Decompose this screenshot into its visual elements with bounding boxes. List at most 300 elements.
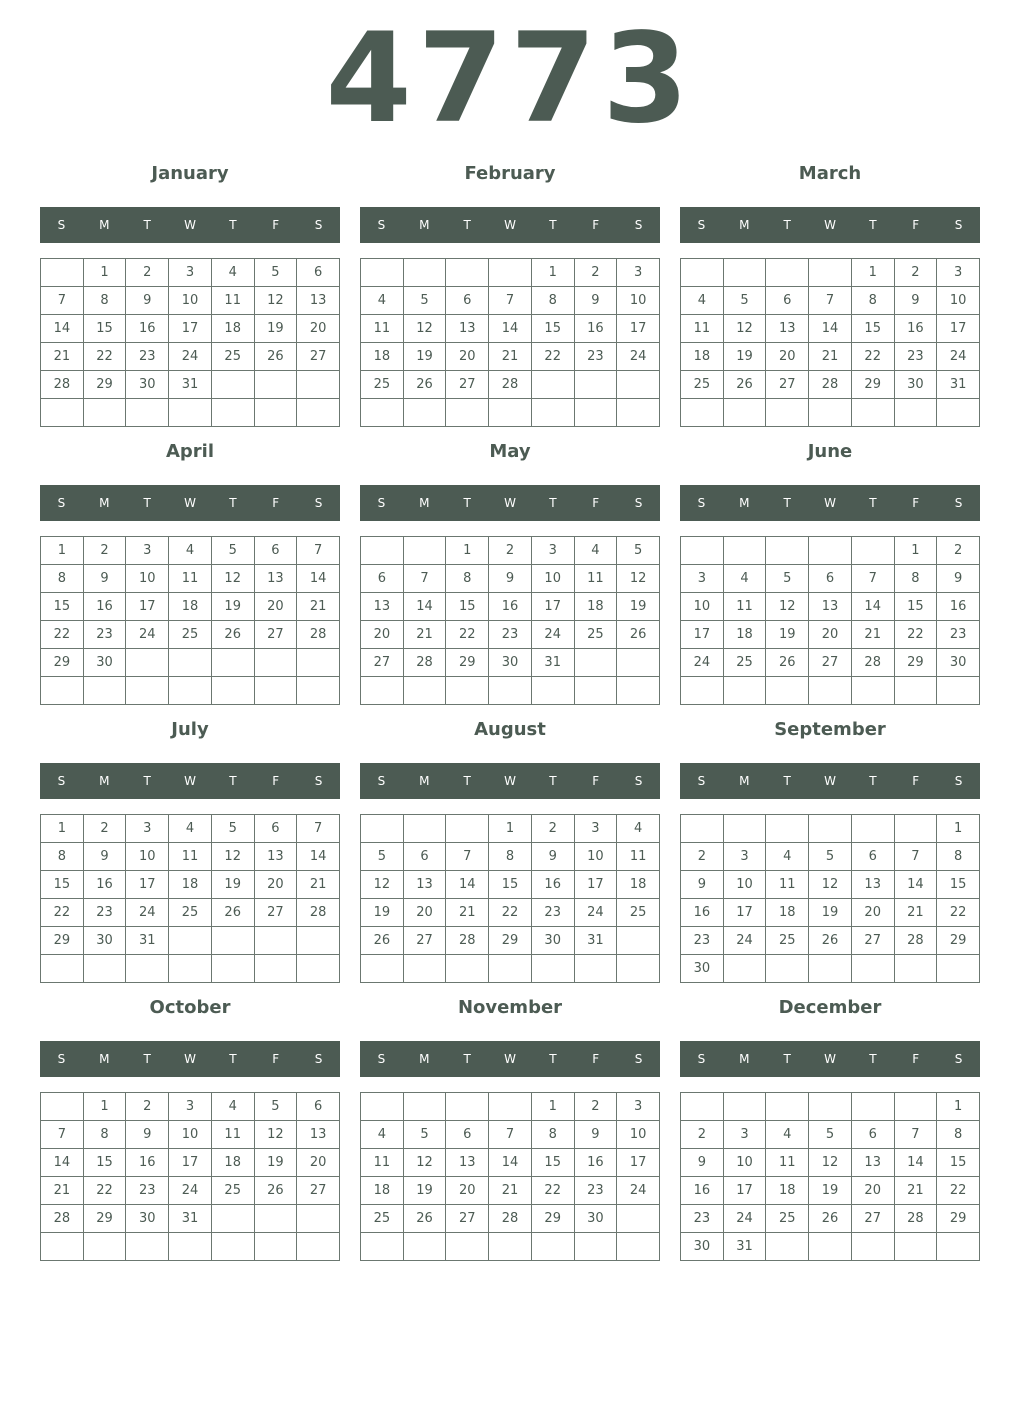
empty-day-cell [532,1233,575,1261]
day-cell: 2 [84,815,127,843]
day-cell: 5 [724,287,767,315]
day-cell: 26 [255,343,298,371]
day-cell: 23 [84,899,127,927]
weekday-label: T [463,774,471,788]
empty-day-cell [361,399,404,427]
empty-day-cell [937,1233,980,1261]
day-cell: 10 [724,871,767,899]
day-cell: 9 [489,565,532,593]
empty-day-cell [766,1233,809,1261]
day-cell: 8 [489,843,532,871]
day-cell: 10 [724,1149,767,1177]
weekday-label: T [143,1052,151,1066]
day-cell: 19 [361,899,404,927]
day-cell: 10 [937,287,980,315]
empty-day-cell [575,371,618,399]
month-january [40,156,340,427]
weekday-label: T [229,218,237,232]
day-cell: 30 [126,1205,169,1233]
weekday-label: S [697,496,706,510]
day-cell: 20 [361,621,404,649]
day-cell: 13 [446,315,489,343]
empty-day-cell [617,649,660,677]
weekday-label: T [143,774,151,788]
empty-day-cell [489,399,532,427]
weekday-header [40,485,340,521]
day-cell: 14 [809,315,852,343]
day-cell: 26 [212,621,255,649]
day-cell: 19 [255,1149,298,1177]
empty-day-cell [724,259,767,287]
day-cell: 7 [489,1121,532,1149]
weekday-label: T [463,1052,471,1066]
day-cell: 17 [169,1149,212,1177]
day-cell: 23 [681,1205,724,1233]
empty-day-cell [297,1205,340,1233]
day-cell: 26 [766,649,809,677]
day-cell: 11 [617,843,660,871]
day-cell: 5 [255,1093,298,1121]
day-grid [680,258,980,427]
day-cell: 21 [404,621,447,649]
day-cell: 5 [809,1121,852,1149]
weekday-header [680,763,980,799]
empty-day-cell [84,399,127,427]
weekday-label: M [99,774,110,788]
day-cell: 3 [681,565,724,593]
day-cell: 14 [41,315,84,343]
empty-day-cell [297,649,340,677]
day-grid [40,814,340,983]
day-cell: 8 [41,843,84,871]
weekday-label: W [504,1052,516,1066]
day-cell: 4 [212,1093,255,1121]
empty-day-cell [532,677,575,705]
weekday-label: S [377,1052,386,1066]
empty-day-cell [766,259,809,287]
day-cell: 20 [446,1177,489,1205]
day-cell: 10 [126,565,169,593]
day-cell: 18 [212,315,255,343]
day-cell: 3 [126,815,169,843]
weekday-label: T [549,218,557,232]
empty-day-cell [297,371,340,399]
day-cell: 24 [169,1177,212,1205]
weekday-label: T [549,774,557,788]
day-cell: 28 [41,1205,84,1233]
empty-day-cell [766,537,809,565]
day-cell: 4 [766,1121,809,1149]
empty-day-cell [575,1233,618,1261]
empty-day-cell [766,955,809,983]
day-cell: 21 [489,343,532,371]
day-cell: 14 [446,871,489,899]
month-title: June [807,441,853,462]
day-cell: 11 [766,871,809,899]
weekday-label: M [99,218,110,232]
weekday-label: M [739,218,750,232]
day-cell: 15 [84,1149,127,1177]
day-cell: 18 [361,1177,404,1205]
day-cell: 24 [126,621,169,649]
weekday-header [40,207,340,243]
day-cell: 29 [489,927,532,955]
day-cell: 7 [41,287,84,315]
day-cell: 20 [297,315,340,343]
day-cell: 8 [446,565,489,593]
empty-day-cell [446,259,489,287]
empty-day-cell [766,399,809,427]
empty-day-cell [361,537,404,565]
weekday-label: T [143,496,151,510]
day-cell: 1 [532,1093,575,1121]
weekday-label: F [592,774,600,788]
day-cell: 31 [169,371,212,399]
day-cell: 1 [852,259,895,287]
day-cell: 25 [169,899,212,927]
day-cell: 3 [724,843,767,871]
empty-day-cell [724,677,767,705]
day-cell: 5 [212,537,255,565]
day-cell: 27 [404,927,447,955]
day-cell: 24 [617,1177,660,1205]
day-cell: 25 [681,371,724,399]
day-cell: 24 [681,649,724,677]
day-cell: 12 [404,1149,447,1177]
weekday-label: F [272,1052,280,1066]
month-title: January [151,163,229,184]
empty-day-cell [255,1205,298,1233]
day-cell: 21 [41,1177,84,1205]
day-cell: 17 [575,871,618,899]
weekday-header [360,485,660,521]
day-cell: 1 [41,537,84,565]
empty-day-cell [297,1233,340,1261]
empty-day-cell [895,955,938,983]
day-cell: 15 [532,1149,575,1177]
empty-day-cell [404,815,447,843]
day-cell: 9 [84,843,127,871]
empty-day-cell [404,259,447,287]
day-cell: 1 [84,259,127,287]
day-cell: 21 [895,1177,938,1205]
day-cell: 22 [852,343,895,371]
day-cell: 10 [681,593,724,621]
day-cell: 8 [937,843,980,871]
day-cell: 12 [724,315,767,343]
day-cell: 16 [575,315,618,343]
day-cell: 7 [809,287,852,315]
day-cell: 5 [361,843,404,871]
day-cell: 1 [532,259,575,287]
day-cell: 18 [169,871,212,899]
day-cell: 11 [361,315,404,343]
weekday-label: F [272,774,280,788]
day-cell: 31 [126,927,169,955]
day-cell: 31 [937,371,980,399]
day-cell: 28 [489,371,532,399]
day-cell: 30 [84,649,127,677]
day-cell: 9 [126,1121,169,1149]
day-cell: 2 [681,843,724,871]
month-title: April [165,441,215,462]
month-april [40,434,340,705]
weekday-label: M [739,774,750,788]
day-cell: 3 [937,259,980,287]
day-cell: 14 [895,871,938,899]
day-cell: 6 [404,843,447,871]
day-cell: 2 [575,1093,618,1121]
day-cell: 17 [617,1149,660,1177]
day-cell: 19 [809,899,852,927]
empty-day-cell [404,1093,447,1121]
month-title: May [489,441,531,462]
day-cell: 4 [724,565,767,593]
day-cell: 22 [41,621,84,649]
day-cell: 6 [852,843,895,871]
month-december [680,990,980,1261]
day-cell: 15 [489,871,532,899]
weekday-label: S [314,496,323,510]
empty-day-cell [809,537,852,565]
day-cell: 7 [297,815,340,843]
day-cell: 15 [41,871,84,899]
day-cell: 23 [937,621,980,649]
day-cell: 6 [361,565,404,593]
day-cell: 13 [809,593,852,621]
day-cell: 4 [361,287,404,315]
day-cell: 23 [84,621,127,649]
weekday-label: T [869,1052,877,1066]
month-title: March [798,163,862,184]
day-cell: 14 [297,843,340,871]
weekday-label: S [57,1052,66,1066]
day-cell: 4 [361,1121,404,1149]
day-cell: 16 [895,315,938,343]
weekday-label: T [869,218,877,232]
empty-day-cell [169,677,212,705]
empty-day-cell [212,649,255,677]
day-cell: 27 [446,1205,489,1233]
day-cell: 1 [895,537,938,565]
day-cell: 28 [446,927,489,955]
empty-day-cell [446,677,489,705]
day-cell: 26 [212,899,255,927]
day-cell: 10 [532,565,575,593]
day-cell: 30 [532,927,575,955]
day-cell: 27 [255,899,298,927]
day-cell: 13 [852,871,895,899]
day-cell: 17 [937,315,980,343]
weekday-label: S [954,774,963,788]
empty-day-cell [852,537,895,565]
weekday-label: S [377,218,386,232]
weekday-label: T [783,496,791,510]
day-cell: 23 [126,343,169,371]
day-cell: 6 [297,1093,340,1121]
day-grid [40,536,340,705]
empty-day-cell [126,955,169,983]
day-cell: 31 [169,1205,212,1233]
weekday-label: W [504,218,516,232]
empty-day-cell [809,399,852,427]
empty-day-cell [41,399,84,427]
weekday-label: M [419,774,430,788]
day-cell: 26 [809,1205,852,1233]
empty-day-cell [126,677,169,705]
empty-day-cell [766,1093,809,1121]
day-grid [680,536,980,705]
day-cell: 29 [41,927,84,955]
empty-day-cell [532,955,575,983]
weekday-label: F [912,496,920,510]
day-cell: 12 [255,1121,298,1149]
empty-day-cell [852,1233,895,1261]
calendar-grid [40,156,980,1266]
empty-day-cell [255,677,298,705]
empty-day-cell [489,1233,532,1261]
empty-day-cell [724,537,767,565]
day-cell: 6 [852,1121,895,1149]
weekday-label: S [314,774,323,788]
day-cell: 23 [575,1177,618,1205]
day-cell: 2 [489,537,532,565]
day-cell: 11 [681,315,724,343]
day-cell: 4 [766,843,809,871]
weekday-label: M [419,218,430,232]
empty-day-cell [617,399,660,427]
day-cell: 21 [489,1177,532,1205]
day-grid [360,1092,660,1261]
day-cell: 27 [361,649,404,677]
weekday-header [360,763,660,799]
empty-day-cell [41,1233,84,1261]
empty-day-cell [212,955,255,983]
weekday-header [680,485,980,521]
empty-day-cell [724,955,767,983]
day-grid [360,258,660,427]
day-cell: 9 [126,287,169,315]
day-cell: 15 [84,315,127,343]
empty-day-cell [212,677,255,705]
empty-day-cell [212,1205,255,1233]
day-cell: 23 [895,343,938,371]
day-cell: 13 [255,565,298,593]
day-cell: 2 [681,1121,724,1149]
day-cell: 26 [724,371,767,399]
empty-day-cell [361,955,404,983]
day-cell: 22 [446,621,489,649]
weekday-label: T [783,1052,791,1066]
day-cell: 1 [937,1093,980,1121]
day-grid [680,1092,980,1261]
day-cell: 2 [575,259,618,287]
day-cell: 5 [809,843,852,871]
weekday-header [40,763,340,799]
day-cell: 17 [724,899,767,927]
weekday-label: W [184,496,196,510]
day-cell: 21 [41,343,84,371]
empty-day-cell [169,1233,212,1261]
day-cell: 25 [169,621,212,649]
empty-day-cell [446,955,489,983]
day-cell: 2 [532,815,575,843]
empty-day-cell [255,927,298,955]
empty-day-cell [489,1093,532,1121]
empty-day-cell [489,955,532,983]
day-cell: 30 [895,371,938,399]
day-cell: 14 [489,1149,532,1177]
day-cell: 19 [212,871,255,899]
day-cell: 20 [297,1149,340,1177]
month-september [680,712,980,983]
empty-day-cell [361,259,404,287]
day-cell: 11 [212,287,255,315]
day-grid [40,258,340,427]
day-cell: 25 [361,371,404,399]
empty-day-cell [489,259,532,287]
day-cell: 28 [489,1205,532,1233]
day-cell: 13 [297,287,340,315]
weekday-label: F [912,1052,920,1066]
day-cell: 22 [895,621,938,649]
day-cell: 22 [532,1177,575,1205]
empty-day-cell [297,399,340,427]
day-cell: 9 [937,565,980,593]
empty-day-cell [404,677,447,705]
day-cell: 26 [361,927,404,955]
day-cell: 17 [617,315,660,343]
empty-day-cell [212,371,255,399]
weekday-label: S [57,774,66,788]
weekday-label: M [99,496,110,510]
empty-day-cell [212,399,255,427]
empty-day-cell [126,399,169,427]
day-cell: 16 [681,1177,724,1205]
day-cell: 13 [852,1149,895,1177]
month-february [360,156,660,427]
day-cell: 14 [852,593,895,621]
empty-day-cell [766,815,809,843]
day-cell: 27 [852,927,895,955]
day-cell: 11 [212,1121,255,1149]
empty-day-cell [212,927,255,955]
day-cell: 24 [575,899,618,927]
day-cell: 4 [169,815,212,843]
weekday-label: S [634,218,643,232]
day-cell: 9 [575,1121,618,1149]
empty-day-cell [126,649,169,677]
empty-day-cell [809,1093,852,1121]
day-cell: 2 [126,1093,169,1121]
day-cell: 4 [212,259,255,287]
weekday-label: S [377,774,386,788]
day-cell: 15 [937,871,980,899]
day-cell: 8 [895,565,938,593]
day-cell: 10 [617,287,660,315]
empty-day-cell [809,1233,852,1261]
day-cell: 15 [41,593,84,621]
day-cell: 13 [297,1121,340,1149]
day-cell: 9 [575,287,618,315]
day-cell: 8 [41,565,84,593]
empty-day-cell [41,955,84,983]
day-cell: 5 [212,815,255,843]
empty-day-cell [404,1233,447,1261]
day-cell: 16 [126,1149,169,1177]
day-cell: 28 [895,1205,938,1233]
empty-day-cell [724,815,767,843]
